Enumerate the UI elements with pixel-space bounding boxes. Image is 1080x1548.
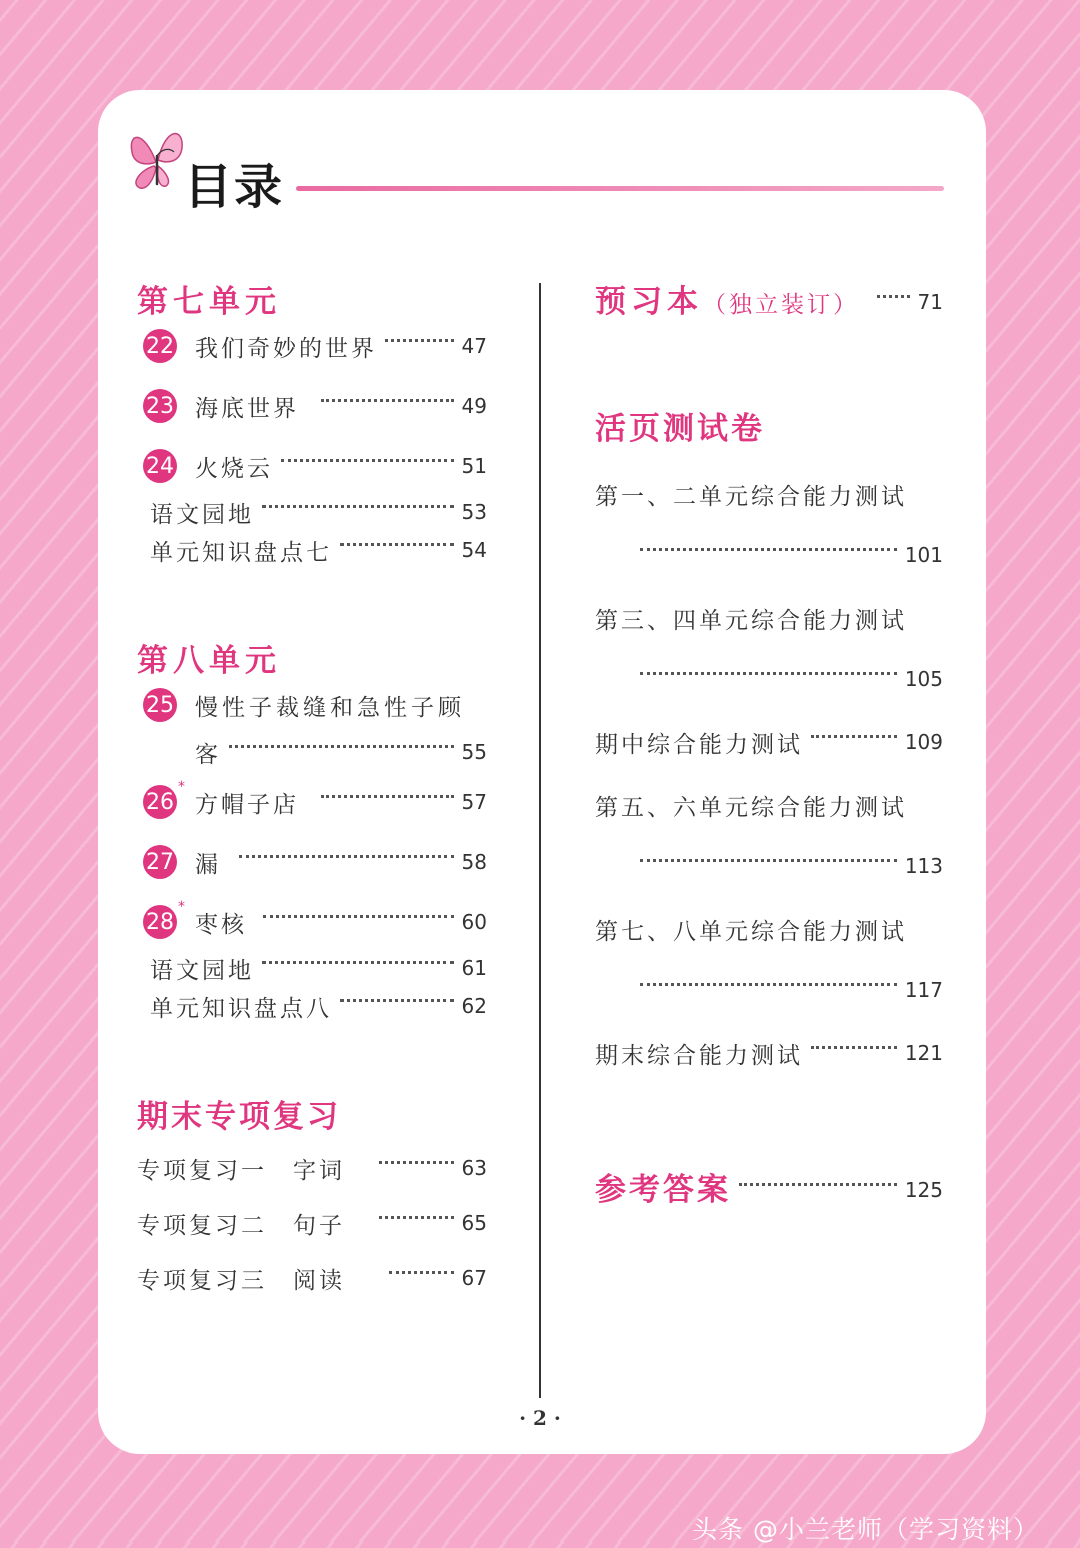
- entry-title: 慢性子裁缝和急性子顾: [195, 694, 465, 721]
- dot-leader: [263, 915, 454, 918]
- page-ref: 55: [461, 740, 487, 764]
- dot-leader: [640, 672, 897, 675]
- entry-title: 第五、六单元综合能力测试: [595, 794, 907, 821]
- section-title-unit8: 第八单元: [137, 643, 281, 679]
- dot-leader: [389, 1271, 454, 1274]
- butterfly-icon: [126, 122, 188, 194]
- toc-entry[interactable]: [143, 386, 487, 426]
- page-ref: 54: [461, 538, 487, 562]
- lesson-number-badge: 23: [143, 389, 177, 423]
- page-ref: 53: [461, 500, 487, 524]
- lesson-number-badge: 25: [143, 688, 177, 722]
- section-title-review: 期末专项复习: [137, 1099, 341, 1135]
- page-ref: 125: [904, 1178, 943, 1202]
- entry-title: 枣核: [195, 911, 247, 938]
- dot-leader: [379, 1161, 454, 1164]
- dot-leader: [640, 983, 897, 986]
- page-ref: 51: [461, 454, 487, 478]
- entry-title: 单元知识盘点七: [150, 539, 332, 566]
- page-ref: 67: [461, 1266, 487, 1290]
- page-ref: 101: [904, 543, 943, 567]
- page-ref: 61: [461, 956, 487, 980]
- dot-leader: [340, 543, 454, 546]
- dot-leader: [811, 1046, 897, 1049]
- dot-leader: [239, 855, 454, 858]
- dot-leader: [321, 795, 454, 798]
- dot-leader: [385, 339, 454, 342]
- toc-entry-continuation[interactable]: [195, 732, 487, 772]
- lesson-number-badge: 27: [143, 845, 177, 879]
- page-ref: 60: [461, 910, 487, 934]
- entry-title: 语文园地: [150, 957, 254, 984]
- entry-title: 单元知识盘点八: [150, 995, 332, 1022]
- title-underline: [296, 186, 944, 191]
- entry-title: 语文园地: [150, 501, 254, 528]
- toc-entry[interactable]: [595, 722, 943, 762]
- entry-topic: 句子: [293, 1212, 345, 1239]
- toc-entry-preview[interactable]: [595, 280, 943, 324]
- page-ref: 105: [904, 667, 943, 691]
- page-ref: 58: [461, 850, 487, 874]
- toc-entry[interactable]: [137, 1148, 487, 1188]
- lesson-number-badge: [143, 779, 185, 819]
- lesson-number: 26: [146, 789, 174, 815]
- toc-entry[interactable]: [150, 948, 487, 988]
- toc-entry[interactable]: [595, 1033, 943, 1073]
- page-ref: 65: [461, 1211, 487, 1235]
- lesson-number-badge: 24: [143, 449, 177, 483]
- entry-title: 期中综合能力测试: [595, 731, 803, 758]
- optional-mark: *: [178, 899, 185, 915]
- dot-leader: [340, 999, 454, 1002]
- page-ref: 109: [904, 730, 943, 754]
- lesson-number: 28: [146, 909, 174, 935]
- dot-leader: [640, 859, 897, 862]
- entry-title: 海底世界: [195, 395, 299, 422]
- entry-topic: 阅读: [293, 1267, 345, 1294]
- page-ref: 113: [904, 854, 943, 878]
- toc-entry-continuation[interactable]: [640, 846, 943, 886]
- toc-entry-answers[interactable]: [595, 1168, 943, 1212]
- toc-entry[interactable]: [143, 842, 487, 882]
- dot-leader: [262, 961, 454, 964]
- toc-entry[interactable]: [137, 1203, 487, 1243]
- page-ref: 49: [461, 394, 487, 418]
- toc-entry[interactable]: [143, 685, 487, 725]
- toc-entry-continuation[interactable]: [640, 970, 943, 1010]
- dot-leader: [739, 1183, 897, 1186]
- page-ref: 47: [461, 334, 487, 358]
- preview-subtitle: （独立装订）: [703, 291, 859, 318]
- entry-title: 第七、八单元综合能力测试: [595, 918, 907, 945]
- toc-entry[interactable]: [143, 326, 487, 366]
- dot-leader: [811, 735, 897, 738]
- entry-title: 漏: [195, 851, 221, 878]
- toc-entry[interactable]: [595, 909, 943, 949]
- toc-entry[interactable]: [143, 446, 487, 486]
- entry-title: 第一、二单元综合能力测试: [595, 483, 907, 510]
- dot-leader: [877, 295, 910, 298]
- column-divider: [539, 283, 541, 1398]
- toc-entry[interactable]: [137, 1258, 487, 1298]
- entry-topic: 字词: [293, 1157, 345, 1184]
- entry-title: 方帽子店: [195, 791, 299, 818]
- dot-leader: [229, 745, 454, 748]
- entry-title: 第三、四单元综合能力测试: [595, 607, 907, 634]
- toc-entry[interactable]: [150, 986, 487, 1026]
- section-title-preview: 预习本: [595, 284, 703, 320]
- lesson-number-badge: 22: [143, 329, 177, 363]
- dot-leader: [281, 459, 454, 462]
- page-ref: 71: [917, 290, 943, 314]
- page-title: 目录: [184, 159, 285, 215]
- toc-entry[interactable]: [595, 598, 943, 638]
- entry-title: 我们奇妙的世界: [195, 335, 377, 362]
- page-ref: 63: [461, 1156, 487, 1180]
- toc-entry[interactable]: [150, 530, 487, 570]
- entry-title: 专项复习三: [137, 1267, 267, 1294]
- toc-entry[interactable]: [150, 492, 487, 532]
- toc-entry-continuation[interactable]: [640, 535, 943, 575]
- entry-title: 火烧云: [195, 455, 273, 482]
- watermark-text: 头条 @小兰老师（学习资料）: [692, 1515, 1039, 1544]
- page-ref: 117: [904, 978, 943, 1002]
- dot-leader: [262, 505, 454, 508]
- dot-leader: [379, 1216, 454, 1219]
- page-ref: 62: [461, 994, 487, 1018]
- toc-entry[interactable]: [143, 899, 487, 942]
- page-ref: 57: [461, 790, 487, 814]
- dot-leader: [640, 548, 897, 551]
- optional-mark: *: [178, 779, 185, 795]
- entry-title: 专项复习二: [137, 1212, 267, 1239]
- entry-title-continued: 客: [195, 741, 221, 768]
- section-title-tests: 活页测试卷: [595, 411, 765, 447]
- page-ref: 121: [904, 1041, 943, 1065]
- section-title-answers: 参考答案: [595, 1172, 731, 1208]
- toc-entry[interactable]: [595, 785, 943, 825]
- lesson-number-badge: [143, 899, 185, 939]
- toc-entry[interactable]: [595, 474, 943, 514]
- entry-title: 专项复习一: [137, 1157, 267, 1184]
- toc-entry-continuation[interactable]: [640, 659, 943, 699]
- page-number: · 2 ·: [519, 1406, 561, 1430]
- section-title-unit7: 第七单元: [137, 284, 281, 320]
- toc-entry[interactable]: [143, 779, 487, 822]
- dot-leader: [321, 399, 454, 402]
- entry-title: 期末综合能力测试: [595, 1042, 803, 1069]
